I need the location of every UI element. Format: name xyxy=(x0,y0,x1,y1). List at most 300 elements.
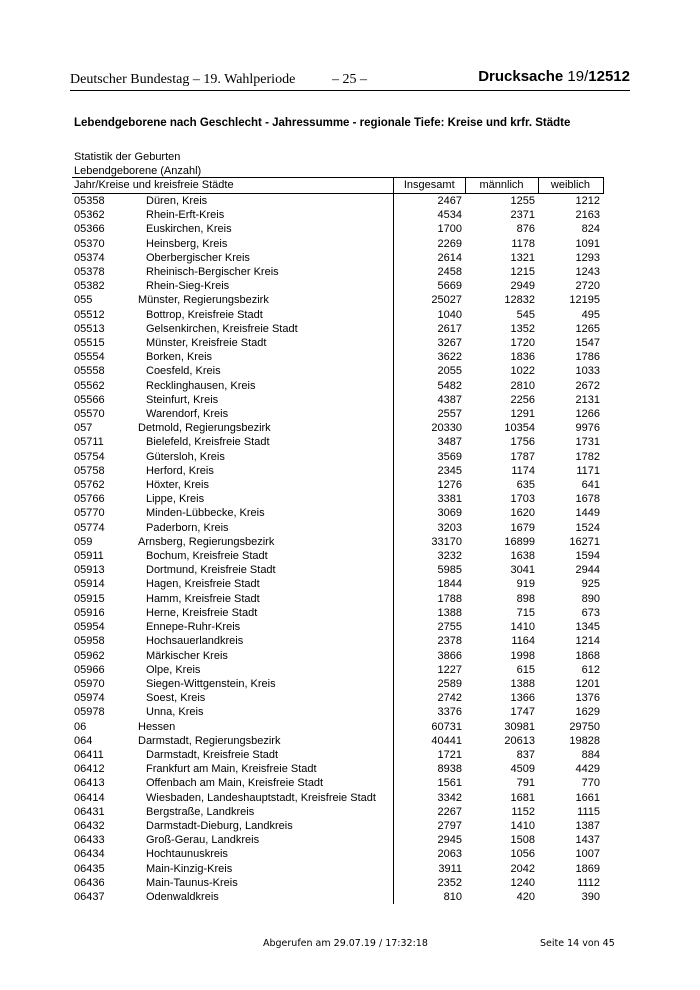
total-value: 4387 xyxy=(394,393,466,407)
male-value: 2810 xyxy=(510,379,535,392)
male-value: 1240 xyxy=(510,876,535,889)
table-row xyxy=(72,350,603,364)
total-value: 3376 xyxy=(394,705,466,719)
table-row xyxy=(72,776,603,790)
total-value: 1561 xyxy=(394,776,466,790)
male-value: 615 xyxy=(516,663,535,676)
table-row xyxy=(72,549,603,563)
male-value: 10354 xyxy=(504,422,535,435)
region-code: 05970 xyxy=(74,677,105,690)
table-row xyxy=(72,563,603,577)
male-value: 1703 xyxy=(510,493,535,506)
female-value: 16271 xyxy=(569,535,600,548)
column-header-male: männlich xyxy=(465,178,538,194)
table-row xyxy=(72,521,603,535)
region-name: Heinsberg, Kreis xyxy=(146,237,228,250)
female-value: 1869 xyxy=(575,862,600,875)
total-value: 810 xyxy=(394,890,466,904)
region-code: 05358 xyxy=(74,195,105,207)
total-value: 3342 xyxy=(394,791,466,805)
table-row xyxy=(72,663,603,677)
region-name: Bergstraße, Landkreis xyxy=(146,805,255,818)
total-value: 2055 xyxy=(394,364,466,378)
region-name: Paderborn, Kreis xyxy=(146,521,229,534)
total-value: 1227 xyxy=(394,663,466,677)
region-name: Main-Taunus-Kreis xyxy=(146,876,238,889)
table-row xyxy=(72,762,603,776)
table-row xyxy=(72,464,603,478)
male-value: 2949 xyxy=(510,280,535,293)
male-value: 1056 xyxy=(510,848,535,861)
female-value: 390 xyxy=(581,890,600,903)
region-name: Herne, Kreisfreie Stadt xyxy=(146,606,258,619)
region-name: Ennepe-Ruhr-Kreis xyxy=(146,621,241,634)
total-value: 2467 xyxy=(394,194,466,209)
table-row xyxy=(72,478,603,492)
table-row xyxy=(72,279,603,293)
female-value: 925 xyxy=(581,578,600,591)
female-value: 1731 xyxy=(575,436,600,449)
region-name: Bochum, Kreisfreie Stadt xyxy=(146,550,268,563)
region-name: Groß-Gerau, Landkreis xyxy=(146,834,260,847)
region-name: Gelsenkirchen, Kreisfreie Stadt xyxy=(146,322,298,335)
region-code: 06411 xyxy=(74,748,104,761)
male-value: 1508 xyxy=(510,834,535,847)
region-code: 06434 xyxy=(74,848,105,861)
region-name: Darmstadt, Kreisfreie Stadt xyxy=(146,748,279,761)
female-value: 1171 xyxy=(576,464,600,477)
region-name: Hochsauerlandkreis xyxy=(146,635,244,648)
female-value: 1243 xyxy=(575,266,600,279)
drucksache-number: 12512 xyxy=(588,68,630,85)
female-value: 890 xyxy=(581,592,600,605)
female-value: 1345 xyxy=(575,621,600,634)
male-value: 715 xyxy=(516,606,535,619)
male-value: 1756 xyxy=(510,436,535,449)
table-row xyxy=(72,649,603,663)
total-value: 1276 xyxy=(394,478,466,492)
region-name: Bielefeld, Kreisfreie Stadt xyxy=(146,436,270,449)
region-code: 059 xyxy=(74,535,93,548)
region-name: Arnsberg, Regierungsbezirk xyxy=(138,535,275,548)
total-value: 2063 xyxy=(394,847,466,861)
region-code: 06431 xyxy=(74,805,105,818)
table-row xyxy=(72,435,603,449)
table-row xyxy=(72,833,603,847)
male-value: 837 xyxy=(516,748,535,761)
region-name: Rhein-Sieg-Kreis xyxy=(146,280,230,293)
region-code: 05370 xyxy=(74,237,105,250)
female-value: 1091 xyxy=(575,237,600,250)
total-value: 20330 xyxy=(394,421,466,435)
header-page-number: – 25 – xyxy=(332,72,367,87)
total-value: 3267 xyxy=(394,336,466,350)
table-row xyxy=(72,705,603,719)
footer-retrieved: Abgerufen am 29.07.19 / 17:32:18 xyxy=(263,938,428,949)
table-row xyxy=(72,393,603,407)
male-value: 20613 xyxy=(504,734,535,747)
total-value: 4534 xyxy=(394,208,466,222)
male-value: 1022 xyxy=(510,365,535,378)
male-value: 1215 xyxy=(510,266,535,279)
female-value: 1033 xyxy=(575,365,600,378)
total-value: 3232 xyxy=(394,549,466,563)
table-row xyxy=(72,194,603,209)
total-value: 2617 xyxy=(394,322,466,336)
header-publication: Deutscher Bundestag – 19. Wahlperiode xyxy=(70,72,296,87)
table-row xyxy=(72,734,603,748)
total-value: 2742 xyxy=(394,691,466,705)
total-value: 3203 xyxy=(394,521,466,535)
region-code: 05562 xyxy=(74,379,105,392)
region-name: Olpe, Kreis xyxy=(146,663,201,676)
table-row xyxy=(72,876,603,890)
table-row xyxy=(72,805,603,819)
region-name: Main-Kinzig-Kreis xyxy=(146,862,233,875)
male-value: 1747 xyxy=(510,706,535,719)
total-value: 8938 xyxy=(394,762,466,776)
male-value: 919 xyxy=(516,578,535,591)
total-value: 2755 xyxy=(394,620,466,634)
births-table xyxy=(72,177,604,904)
table-row xyxy=(72,379,603,393)
female-value: 1524 xyxy=(575,521,600,534)
male-value: 1174 xyxy=(511,464,535,477)
total-value: 5985 xyxy=(394,563,466,577)
region-name: Märkischer Kreis xyxy=(146,649,228,662)
total-value: 5669 xyxy=(394,279,466,293)
region-name: Darmstadt, Regierungsbezirk xyxy=(138,734,281,747)
total-value: 33170 xyxy=(394,535,466,549)
region-name: Rheinisch-Bergischer Kreis xyxy=(146,266,279,279)
female-value: 29750 xyxy=(569,720,600,733)
region-code: 05378 xyxy=(74,266,105,279)
drucksache-label: Drucksache xyxy=(478,68,564,85)
male-value: 1366 xyxy=(510,692,535,705)
total-value: 2557 xyxy=(394,407,466,421)
region-name: Hamm, Kreisfreie Stadt xyxy=(146,592,260,605)
page-header xyxy=(70,70,630,91)
region-code: 06 xyxy=(74,720,87,733)
footer-page: Seite 14 von 45 xyxy=(540,938,615,949)
region-code: 06433 xyxy=(74,834,105,847)
table-row xyxy=(72,620,603,634)
region-name: Hagen, Kreisfreie Stadt xyxy=(146,578,260,591)
region-name: Rhein-Erft-Kreis xyxy=(146,209,225,222)
region-name: Lippe, Kreis xyxy=(146,493,205,506)
male-value: 1388 xyxy=(510,677,535,690)
male-value: 1836 xyxy=(510,351,535,364)
female-value: 1868 xyxy=(575,649,600,662)
region-name: Düren, Kreis xyxy=(146,195,208,207)
total-value: 1721 xyxy=(394,748,466,762)
total-value: 1700 xyxy=(394,222,466,236)
region-code: 05558 xyxy=(74,365,105,378)
male-value: 1410 xyxy=(510,819,535,832)
region-code: 06432 xyxy=(74,819,105,832)
table-row xyxy=(72,322,603,336)
table-row xyxy=(72,506,603,520)
female-value: 1115 xyxy=(577,805,600,818)
female-value: 1007 xyxy=(575,848,600,861)
region-name: Steinfurt, Kreis xyxy=(146,393,219,406)
total-value: 2614 xyxy=(394,251,466,265)
male-value: 1255 xyxy=(510,195,535,207)
table-row xyxy=(72,677,603,691)
region-code: 05774 xyxy=(74,521,105,534)
total-value: 3487 xyxy=(394,435,466,449)
table-row xyxy=(72,720,603,734)
female-value: 1629 xyxy=(575,706,600,719)
region-code: 06412 xyxy=(74,763,105,776)
region-name: Coesfeld, Kreis xyxy=(146,365,221,378)
total-value: 2378 xyxy=(394,634,466,648)
region-name: Oberbergischer Kreis xyxy=(146,251,250,264)
female-value: 1265 xyxy=(575,322,600,335)
region-code: 05711 xyxy=(74,436,104,449)
region-name: Bottrop, Kreisfreie Stadt xyxy=(146,308,263,321)
region-code: 05915 xyxy=(74,592,105,605)
region-name: Odenwaldkreis xyxy=(146,890,219,903)
region-code: 05978 xyxy=(74,706,105,719)
region-name: Herford, Kreis xyxy=(146,464,214,477)
region-code: 06437 xyxy=(74,890,105,903)
region-code: 057 xyxy=(74,422,93,435)
region-name: Warendorf, Kreis xyxy=(146,408,229,421)
table-row xyxy=(72,237,603,251)
total-value: 2269 xyxy=(394,237,466,251)
region-name: Detmold, Regierungsbezirk xyxy=(138,422,271,435)
region-code: 055 xyxy=(74,294,93,307)
table-row xyxy=(72,819,603,833)
total-value: 2945 xyxy=(394,833,466,847)
table-row xyxy=(72,336,603,350)
table-row xyxy=(72,208,603,222)
table-row xyxy=(72,222,603,236)
region-code: 05954 xyxy=(74,621,105,634)
female-value: 1547 xyxy=(575,337,600,350)
female-value: 673 xyxy=(581,606,600,619)
male-value: 420 xyxy=(516,890,535,903)
female-value: 824 xyxy=(581,223,600,236)
total-value: 1388 xyxy=(394,606,466,620)
male-value: 1352 xyxy=(510,322,535,335)
region-code: 05513 xyxy=(74,322,105,335)
male-value: 1321 xyxy=(510,251,535,264)
table-header-row xyxy=(72,178,603,194)
female-value: 1661 xyxy=(575,791,600,804)
female-value: 641 xyxy=(581,479,600,492)
male-value: 1291 xyxy=(510,408,535,421)
female-value: 2163 xyxy=(575,209,600,222)
total-value: 2345 xyxy=(394,464,466,478)
female-value: 1678 xyxy=(575,493,600,506)
total-value: 2589 xyxy=(394,677,466,691)
total-value: 3866 xyxy=(394,649,466,663)
region-code: 06436 xyxy=(74,876,105,889)
female-value: 1266 xyxy=(575,408,600,421)
drucksache-prefix: 19/ xyxy=(567,68,589,85)
female-value: 2944 xyxy=(575,564,600,577)
male-value: 12832 xyxy=(504,294,535,307)
male-value: 635 xyxy=(516,479,535,492)
region-code: 05374 xyxy=(74,251,105,264)
male-value: 2042 xyxy=(510,862,535,875)
female-value: 9976 xyxy=(575,422,600,435)
table-row xyxy=(72,862,603,876)
total-value: 3911 xyxy=(394,862,466,876)
female-value: 770 xyxy=(581,777,600,790)
region-code: 05966 xyxy=(74,663,105,676)
female-value: 1376 xyxy=(575,692,600,705)
male-value: 545 xyxy=(516,308,535,321)
total-value: 1788 xyxy=(394,592,466,606)
table-row xyxy=(72,535,603,549)
region-code: 05758 xyxy=(74,464,105,477)
region-code: 05958 xyxy=(74,635,105,648)
male-value: 791 xyxy=(516,777,535,790)
female-value: 1782 xyxy=(575,450,600,463)
region-code: 05566 xyxy=(74,393,105,406)
female-value: 1112 xyxy=(577,876,600,889)
female-value: 1214 xyxy=(575,635,600,648)
total-value: 25027 xyxy=(394,293,466,307)
male-value: 2256 xyxy=(510,393,535,406)
region-code: 05916 xyxy=(74,606,105,619)
region-name: Hessen xyxy=(138,720,176,733)
female-value: 2131 xyxy=(575,393,600,406)
region-code: 05554 xyxy=(74,351,105,364)
region-name: Borken, Kreis xyxy=(146,351,213,364)
region-code: 06413 xyxy=(74,777,105,790)
region-name: Siegen-Wittgenstein, Kreis xyxy=(146,677,276,690)
total-value: 1844 xyxy=(394,577,466,591)
male-value: 2371 xyxy=(510,209,535,222)
table-row xyxy=(72,634,603,648)
total-value: 5482 xyxy=(394,379,466,393)
region-name: Münster, Regierungsbezirk xyxy=(138,294,269,307)
table-row xyxy=(72,251,603,265)
region-code: 05515 xyxy=(74,337,105,350)
total-value: 3069 xyxy=(394,506,466,520)
male-value: 1720 xyxy=(510,337,535,350)
male-value: 1620 xyxy=(510,507,535,520)
region-code: 064 xyxy=(74,734,93,747)
male-value: 876 xyxy=(516,223,535,236)
female-value: 612 xyxy=(581,663,600,676)
female-value: 1437 xyxy=(575,834,600,847)
total-value: 2458 xyxy=(394,265,466,279)
region-code: 05911 xyxy=(74,550,104,563)
region-code: 06414 xyxy=(74,791,105,804)
total-value: 2352 xyxy=(394,876,466,890)
region-code: 05366 xyxy=(74,223,105,236)
total-value: 60731 xyxy=(394,720,466,734)
male-value: 1178 xyxy=(511,237,535,250)
region-code: 05766 xyxy=(74,493,105,506)
table-row xyxy=(72,407,603,421)
female-value: 1594 xyxy=(575,550,600,563)
table-row xyxy=(72,450,603,464)
column-header-female: weiblich xyxy=(538,178,603,194)
region-name: Münster, Kreisfreie Stadt xyxy=(146,337,267,350)
region-name: Euskirchen, Kreis xyxy=(146,223,232,236)
total-value: 3622 xyxy=(394,350,466,364)
female-value: 1786 xyxy=(575,351,600,364)
region-code: 06435 xyxy=(74,862,105,875)
region-code: 05913 xyxy=(74,564,105,577)
total-value: 1040 xyxy=(394,308,466,322)
female-value: 1201 xyxy=(575,677,600,690)
region-code: 05382 xyxy=(74,280,105,293)
male-value: 1998 xyxy=(510,649,535,662)
female-value: 12195 xyxy=(569,294,600,307)
table-row xyxy=(72,791,603,805)
female-value: 1387 xyxy=(575,819,600,832)
male-value: 1681 xyxy=(510,791,535,804)
table-body xyxy=(72,194,603,905)
table-row xyxy=(72,421,603,435)
region-name: Hochtaunuskreis xyxy=(146,848,228,861)
female-value: 1212 xyxy=(575,195,600,207)
male-value: 3041 xyxy=(510,564,535,577)
table-row xyxy=(72,890,603,904)
female-value: 1293 xyxy=(575,251,600,264)
region-name: Gütersloh, Kreis xyxy=(146,450,225,463)
male-value: 1164 xyxy=(511,635,535,648)
male-value: 30981 xyxy=(504,720,535,733)
region-code: 05362 xyxy=(74,209,105,222)
table-row xyxy=(72,606,603,620)
male-value: 16899 xyxy=(504,535,535,548)
column-header-total: Insgesamt xyxy=(394,178,466,194)
region-name: Frankfurt am Main, Kreisfreie Stadt xyxy=(146,763,317,776)
total-value: 3381 xyxy=(394,492,466,506)
region-name: Höxter, Kreis xyxy=(146,479,209,492)
table-row xyxy=(72,748,603,762)
male-value: 898 xyxy=(516,592,535,605)
female-value: 884 xyxy=(581,748,600,761)
region-code: 05914 xyxy=(74,578,105,591)
region-code: 05770 xyxy=(74,507,105,520)
table-row xyxy=(72,265,603,279)
male-value: 1152 xyxy=(511,805,535,818)
female-value: 1449 xyxy=(575,507,600,520)
table-row xyxy=(72,847,603,861)
total-value: 40441 xyxy=(394,734,466,748)
region-name: Offenbach am Main, Kreisfreie Stadt xyxy=(146,777,324,790)
female-value: 495 xyxy=(581,308,600,321)
male-value: 4509 xyxy=(510,763,535,776)
total-value: 2267 xyxy=(394,805,466,819)
region-name: Wiesbaden, Landeshauptstadt, Kreisfreie Stadt xyxy=(146,791,376,804)
female-value: 2672 xyxy=(575,379,600,392)
statistic-unit: Lebendgeborene (Anzahl) xyxy=(74,165,202,177)
male-value: 1638 xyxy=(510,550,535,563)
document-title: Lebendgeborene nach Geschlecht - Jahressumme - regionale Tiefe: Kreise und krfr. Städte xyxy=(74,117,571,129)
column-header-region: Jahr/Kreise und kreisfreie Städte xyxy=(72,178,394,194)
region-name: Minden-Lübbecke, Kreis xyxy=(146,507,265,520)
region-name: Darmstadt-Dieburg, Landkreis xyxy=(146,819,293,832)
table-row xyxy=(72,577,603,591)
region-code: 05974 xyxy=(74,692,105,705)
male-value: 1679 xyxy=(510,521,535,534)
region-name: Dortmund, Kreisfreie Stadt xyxy=(146,564,276,577)
region-code: 05962 xyxy=(74,649,105,662)
table-row xyxy=(72,492,603,506)
table-row xyxy=(72,293,603,307)
region-code: 05570 xyxy=(74,408,105,421)
